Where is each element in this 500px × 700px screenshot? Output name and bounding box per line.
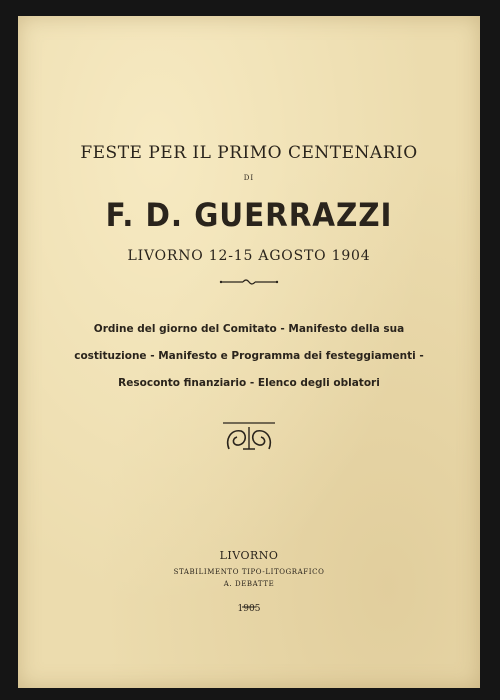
place-and-dates: LIVORNO 12-15 AGOSTO 1904 bbox=[127, 248, 371, 264]
pamphlet-cover bbox=[18, 16, 480, 688]
honoree-name: F. D. GUERRAZZI bbox=[105, 196, 393, 234]
contents-description bbox=[18, 316, 480, 397]
title-line: FESTE PER IL PRIMO CENTENARIO bbox=[80, 143, 418, 163]
floral-ornament-icon bbox=[18, 421, 480, 455]
description-line-1: Ordine del giorno del Comitato - Manifesto della sua bbox=[93, 323, 405, 335]
description-line-3: Resoconto finanziario - Elenco degli oblatori bbox=[118, 377, 380, 389]
publication-year: 1905 bbox=[237, 604, 261, 614]
publisher-city: LIVORNO bbox=[219, 549, 279, 562]
description-line-2: costituzione - Manifesto e Programma dei festeggiamenti - bbox=[74, 350, 424, 362]
publisher-name-line-1: STABILIMENTO TIPO-LITOGRAFICO bbox=[173, 568, 325, 576]
connector-text: DI bbox=[243, 174, 255, 182]
divider-ornament-icon bbox=[18, 272, 480, 291]
publisher-name-line-2: A. DEBATTE bbox=[223, 580, 275, 588]
